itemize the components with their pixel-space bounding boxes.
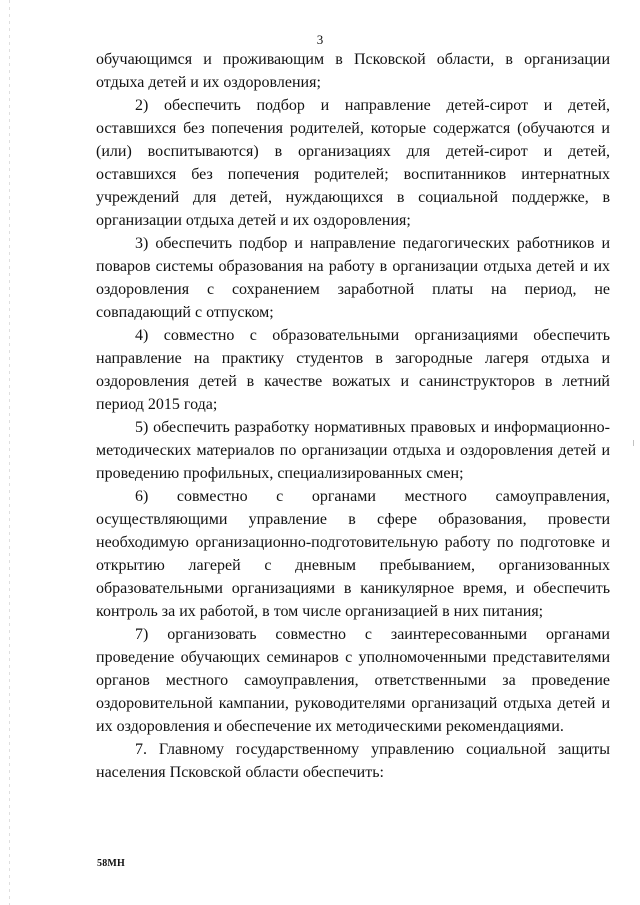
paragraph: обучающимся и проживающим в Псковской области, в организации отдыха детей и их оздоровления; xyxy=(96,51,610,91)
footer-document-code: 58МН xyxy=(97,858,126,869)
page-number: 3 xyxy=(316,32,324,47)
scan-mark-artifact xyxy=(633,440,634,446)
paragraph: 7) организовать совместно с заинтересованными органами проведение обучающих семинаров с уполномоченными представителями органов местного самоуправления, ответственными за проведение оздоровительной кампании, руководителями организаций отдыха детей и их оздоровления и обеспечение их методическими рекомендациями. xyxy=(96,626,610,735)
paragraph: 4) совместно с образовательными организациями обеспечить направление на практику студентов в загородные лагеря отдыха и оздоровления детей в качестве вожатых и санинструкторов в летний период 2015 года; xyxy=(96,327,610,413)
paragraph: 6) совместно с органами местного самоуправления, осуществляющими управление в сфере образования, провести необходимую организационно-подготовительную работу по подготовке и открытию лагерей с дневным пребыванием, организованных образовательными организациями в каникулярное время, и обеспечить контроль за их работой, в том числе организацией в них питания; xyxy=(96,488,610,620)
document-body xyxy=(96,48,610,784)
paragraph: 5) обеспечить разработку нормативных правовых и информационно-методических материалов по организации отдыха и оздоровления детей и проведению профильных, специализированных смен; xyxy=(96,419,610,482)
paragraph: 3) обеспечить подбор и направление педагогических работников и поваров системы образования на работу в организации отдыха детей и их оздоровления с сохранением заработной платы на период, не совпадающий с отпуском; xyxy=(96,235,610,321)
scan-edge-artifact xyxy=(9,0,10,905)
paragraph: 7. Главному государственному управлению социальной защиты населения Псковской области обеспечить: xyxy=(96,741,610,781)
paragraph: 2) обеспечить подбор и направление детей-сирот и детей, оставшихся без попечения родителей, которые содержатся (обучаются и (или) воспитываются) в организациях для детей-сирот и детей, оставшихся без попечения родителей; воспитанников интернатных учреждений для детей, нуждающихся в социальной поддержке, в организации отдыха детей и их оздоровления; xyxy=(96,97,610,229)
